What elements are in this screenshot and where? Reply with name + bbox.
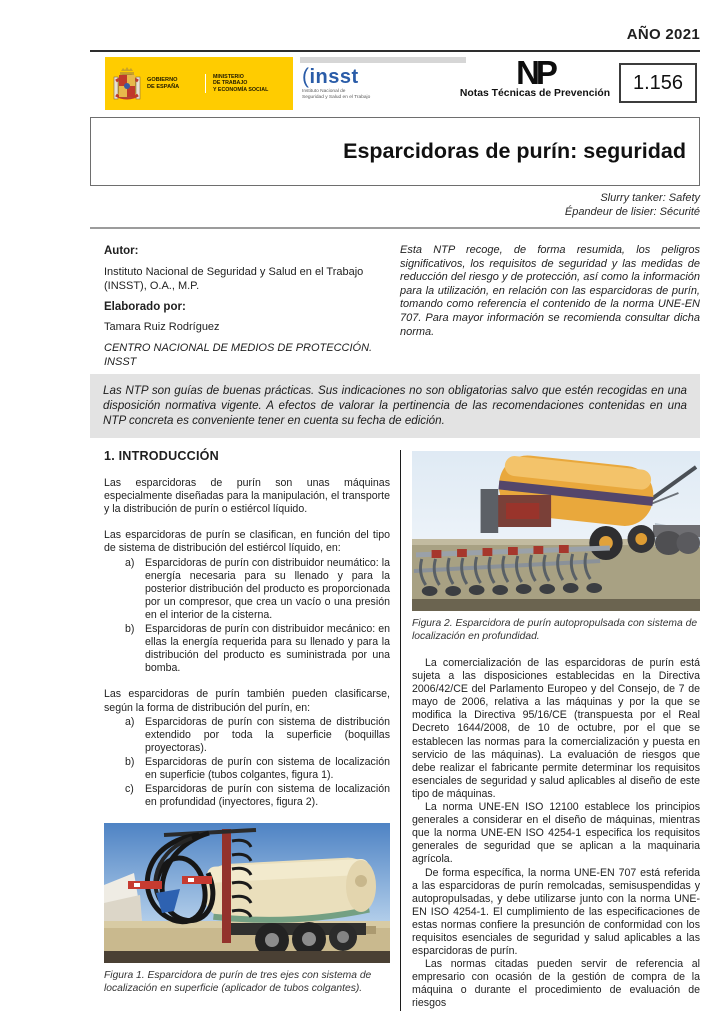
np-monogram-icon: NP [516,54,554,91]
author-name: Instituto Nacional de Seguridad y Salud en el Trabajo (INSST), O.A., M.P. [104,265,364,292]
ntp-number-badge: 1.156 [619,63,697,103]
list-item: c) Esparcidoras de purín con sistema de localización en profundidad (inyectores, figura 2). [125,783,390,809]
figure-2-photo [412,451,700,611]
section-heading-introduccion: 1. INTRODUCCIÓN [104,449,219,463]
figure-1 [104,823,390,995]
subtitle-english: Slurry tanker: Safety [600,192,700,204]
insst-arc-icon: ( [302,65,310,88]
column-divider [400,450,401,1011]
elaborated-by-name: Tamara Ruiz Rodríguez [104,321,220,333]
insst-gray-bar [300,57,466,63]
series-label: Notas Técnicas de Prevención [459,88,611,99]
list-item: b) Esparcidoras de purín con sistema de localización en superficie (tubos colgantes, figura 1). [125,755,390,781]
government-logo [105,57,293,110]
left-column [104,450,390,1011]
body-columns [90,450,700,1011]
paragraph: La comercialización de las esparcidoras de purín está sujeta a las disposiciones establecidas en la Directiva 2006/42/CE del Parlamento Europeo y del Consejo, de 7 de mayo de 2006, relativa a las máquinas y por la que se modifica la Directiva 95/16/CE (transpuesta por el Real Decreto 1644/2008, de 10 de octubre, por el que se establecen las normas para la comercialización y puesta en servicio de las máquinas). La evaluación de riesgos que debe realizar el fabricante permite determinar los requisitos esenciales de seguridad y salud aplicables al diseño de este tipo de máquinas. [412,657,700,800]
insst-logo: (insst Instituto Nacional de Seguridad y Salud en el Trabajo [302,65,371,100]
byline-block [104,244,390,376]
paragraph: Las esparcidoras de purín también pueden clasificarse, según la forma de distribución del purín, en: [104,688,390,714]
subtitle-french: Épandeur de lisier: Sécurité [564,206,700,218]
ntp-series-logo [455,54,615,99]
paragraph: La norma UNE-EN ISO 12100 establece los principios generales a considerar en el diseño de máquinas, mientras que la norma UNE-EN ISO 4254-1 especifica los requisitos generales de seguridad que se aplican a la maquinaria agrícola. [412,801,700,866]
figure-1-caption: Figura 1. Esparcidora de purín de tres ejes con sistema de localización en superficie (aplicador de tubos colgantes). [104,970,372,995]
logo-row [90,54,700,110]
figure-2 [412,451,700,643]
translated-subtitles [90,191,700,219]
spain-coat-of-arms-icon [112,65,142,103]
paragraph: Las normas citadas pueden servir de referencia al empresario con ocasión de la gestión de compra de la máquina o durante el procedimiento de evaluación de riesgos [412,958,700,1010]
paragraph: Las esparcidoras de purín son unas máquinas especialmente diseñadas para la manipulación, el transporte y la distribución de purín o estiércol líquido. [104,477,390,516]
mid-rule [90,227,700,229]
list-item: a) Esparcidoras de purín con sistema de distribución extendido por toda la superficie (boquillas proyectoras). [125,715,390,754]
author-label: Autor: [104,245,139,257]
paragraph: Las esparcidoras de purín se clasifican, en función del tipo de sistema de distribución del estiércol líquido, en: [104,529,390,555]
paragraph: De forma específica, la norma UNE-EN 707 está referida a las esparcidoras de purín remolcadas, semisuspendidas y autopropulsadas, y debe utilizarse junto con la norma UNE-EN ISO 4254-1. El cumplimiento de las especificaciones de estas normas confiere la presunción de conformidad con los requisitos esenciales de seguridad y salud aplicables a las esparcidoras de purín. [412,866,700,958]
figure-2-caption: Figura 2. Esparcidora de purín autopropulsada con sistema de localización en profundidad. [412,618,698,642]
government-label: GOBIERNO DE ESPAÑA [147,76,180,90]
year-label: AÑO 2021 [626,26,700,43]
title-box [90,117,700,186]
list-item: a) Esparcidoras de purín con distribuidor neumático: la energía necesaria para su llenado y para la posterior distribución del producto es proporcionada por un compresor, que crea un vacío o una presión en el interior de la cisterna. [125,556,390,621]
ntp-disclaimer-box: Las NTP son guías de buenas prácticas. Sus indicaciones no son obligatorias salvo que estén recogidas en una disposición normativa vigente. A efectos de valorar la pertinencia de las recomendaciones contenidas en una NTP concreta es conveniente tener en cuenta su fecha de edición. [90,374,700,438]
list-item: b) Esparcidoras de purín con distribuidor mecánico: en ellas la energía requerida para su llenado y para la distribución del producto es suministrada por una bomba. [125,623,390,675]
ministry-label: MINISTERIO DE TRABAJO Y ECONOMÍA SOCIAL [205,74,283,93]
figure-1-photo [104,823,390,963]
right-column [412,450,700,1011]
top-rule [90,50,700,52]
page-title: Esparcidoras de purín: seguridad [343,139,686,163]
center-name: CENTRO NACIONAL DE MEDIOS DE PROTECCIÓN. INSST [104,341,373,368]
elaborated-label: Elaborado por: [104,300,186,313]
abstract-text: Esta NTP recoge, de forma resumida, los peligros significativos, los requisitos de seguridad y las medidas de reducción del riesgo y de protección, así como la información para la utilización, en relación con las esparcidoras de purín, tomando como referencia el contenido de la norma UNE-EN 707. Para mayor información se recomienda consultar dicha norma. [400,244,700,338]
